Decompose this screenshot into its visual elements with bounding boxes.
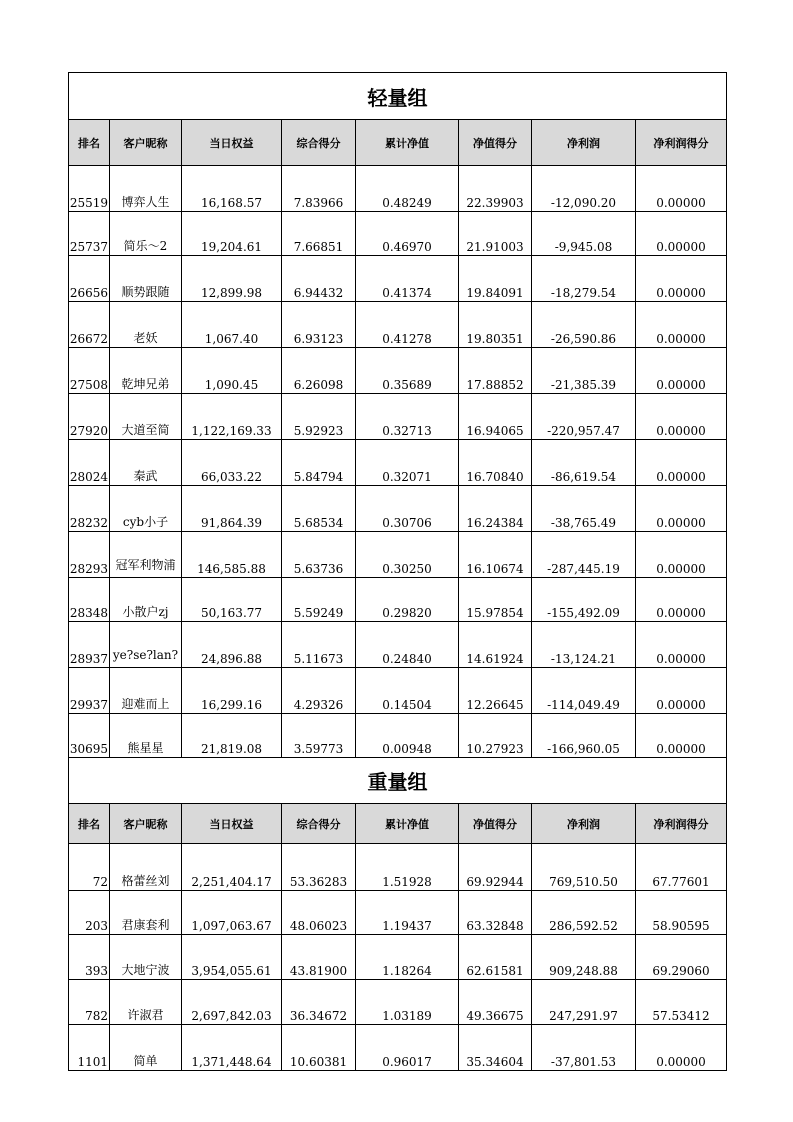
nickname-cell: 简单 [110, 1025, 182, 1071]
total-score-cell: 48.06023 [282, 891, 356, 935]
equity-cell: 1,097,063.67 [182, 891, 282, 935]
net-profit-cell: -86,619.54 [532, 440, 636, 486]
total-score-cell: 7.66851 [282, 212, 356, 256]
total-score-cell: 5.11673 [282, 622, 356, 668]
profit-score-cell: 0.00000 [636, 714, 727, 758]
group-title-row [69, 758, 727, 804]
total-score-cell: 5.63736 [282, 532, 356, 578]
profit-score-cell: 0.00000 [636, 578, 727, 622]
nickname-cell: 迎难而上 [110, 668, 182, 714]
column-header: 客户昵称 [110, 120, 182, 166]
group-title: 轻量组 [69, 73, 727, 120]
profit-score-cell: 0.00000 [636, 668, 727, 714]
group-title: 重量组 [69, 758, 727, 804]
profit-score-cell: 0.00000 [636, 486, 727, 532]
table-row [69, 891, 727, 935]
net-profit-cell: 286,592.52 [532, 891, 636, 935]
net-profit-cell: -26,590.86 [532, 302, 636, 348]
equity-cell: 3,954,055.61 [182, 935, 282, 980]
rank-cell: 782 [69, 980, 110, 1025]
equity-cell: 50,163.77 [182, 578, 282, 622]
rank-cell: 28293 [69, 532, 110, 578]
table-row [69, 348, 727, 394]
column-header: 累计净值 [356, 120, 459, 166]
nav-score-cell: 22.39903 [459, 166, 532, 212]
equity-cell: 24,896.88 [182, 622, 282, 668]
nickname-cell: 顺势跟随 [110, 256, 182, 302]
column-header: 净值得分 [459, 804, 532, 844]
profit-score-cell: 0.00000 [636, 302, 727, 348]
net-profit-cell: -155,492.09 [532, 578, 636, 622]
rank-cell: 28024 [69, 440, 110, 486]
nickname-cell: 格蕾丝刘 [110, 844, 182, 891]
rank-cell: 26656 [69, 256, 110, 302]
equity-cell: 1,371,448.64 [182, 1025, 282, 1071]
table-row [69, 578, 727, 622]
profit-score-cell: 0.00000 [636, 622, 727, 668]
nav-score-cell: 16.10674 [459, 532, 532, 578]
rank-cell: 28937 [69, 622, 110, 668]
equity-cell: 2,251,404.17 [182, 844, 282, 891]
nav-score-cell: 49.36675 [459, 980, 532, 1025]
net-profit-cell: -9,945.08 [532, 212, 636, 256]
table-row [69, 622, 727, 668]
net-profit-cell: -12,090.20 [532, 166, 636, 212]
column-header: 综合得分 [282, 804, 356, 844]
nickname-cell: 简乐～2 [110, 212, 182, 256]
equity-cell: 2,697,842.03 [182, 980, 282, 1025]
profit-score-cell: 58.90595 [636, 891, 727, 935]
column-header: 净利润得分 [636, 120, 727, 166]
equity-cell: 19,204.61 [182, 212, 282, 256]
nav-score-cell: 63.32848 [459, 891, 532, 935]
nav-score-cell: 15.97854 [459, 578, 532, 622]
nav-score-cell: 12.26645 [459, 668, 532, 714]
nav-cell: 0.41278 [356, 302, 459, 348]
column-header: 净值得分 [459, 120, 532, 166]
net-profit-cell: -38,765.49 [532, 486, 636, 532]
nav-score-cell: 19.80351 [459, 302, 532, 348]
table-row [69, 302, 727, 348]
nav-score-cell: 16.94065 [459, 394, 532, 440]
nav-cell: 0.46970 [356, 212, 459, 256]
rank-cell: 72 [69, 844, 110, 891]
nickname-cell: 许淑君 [110, 980, 182, 1025]
column-header: 当日权益 [182, 804, 282, 844]
rank-cell: 29937 [69, 668, 110, 714]
group-title-row [69, 73, 727, 120]
total-score-cell: 36.34672 [282, 980, 356, 1025]
table-row [69, 935, 727, 980]
net-profit-cell: -114,049.49 [532, 668, 636, 714]
nav-score-cell: 69.92944 [459, 844, 532, 891]
equity-cell: 16,299.16 [182, 668, 282, 714]
profit-score-cell: 0.00000 [636, 440, 727, 486]
total-score-cell: 5.68534 [282, 486, 356, 532]
total-score-cell: 6.93123 [282, 302, 356, 348]
nav-cell: 0.41374 [356, 256, 459, 302]
nav-cell: 0.30250 [356, 532, 459, 578]
nickname-cell: 乾坤兄弟 [110, 348, 182, 394]
nickname-cell: 大道至简 [110, 394, 182, 440]
nav-cell: 1.03189 [356, 980, 459, 1025]
table-row [69, 394, 727, 440]
nav-score-cell: 35.34604 [459, 1025, 532, 1071]
nav-cell: 1.18264 [356, 935, 459, 980]
nickname-cell: 老妖 [110, 302, 182, 348]
rank-cell: 27508 [69, 348, 110, 394]
total-score-cell: 5.59249 [282, 578, 356, 622]
net-profit-cell: -21,385.39 [532, 348, 636, 394]
profit-score-cell: 0.00000 [636, 212, 727, 256]
table-row [69, 212, 727, 256]
nav-cell: 0.24840 [356, 622, 459, 668]
column-header: 排名 [69, 120, 110, 166]
table-row [69, 486, 727, 532]
nav-cell: 0.00948 [356, 714, 459, 758]
net-profit-cell: -166,960.05 [532, 714, 636, 758]
table-row [69, 844, 727, 891]
profit-score-cell: 67.77601 [636, 844, 727, 891]
equity-cell: 146,585.88 [182, 532, 282, 578]
profit-score-cell: 0.00000 [636, 394, 727, 440]
nav-score-cell: 21.91003 [459, 212, 532, 256]
profit-score-cell: 0.00000 [636, 166, 727, 212]
rank-cell: 1101 [69, 1025, 110, 1071]
total-score-cell: 10.60381 [282, 1025, 356, 1071]
equity-cell: 66,033.22 [182, 440, 282, 486]
column-header: 净利润得分 [636, 804, 727, 844]
table-row [69, 166, 727, 212]
rank-cell: 203 [69, 891, 110, 935]
nickname-cell: 博弈人生 [110, 166, 182, 212]
total-score-cell: 6.26098 [282, 348, 356, 394]
ranking-table [68, 72, 727, 1071]
equity-cell: 16,168.57 [182, 166, 282, 212]
total-score-cell: 7.83966 [282, 166, 356, 212]
total-score-cell: 53.36283 [282, 844, 356, 891]
table-row [69, 980, 727, 1025]
total-score-cell: 5.92923 [282, 394, 356, 440]
nickname-cell: 冠军利物浦 [110, 532, 182, 578]
nav-cell: 0.48249 [356, 166, 459, 212]
rank-cell: 26672 [69, 302, 110, 348]
equity-cell: 12,899.98 [182, 256, 282, 302]
column-header: 客户昵称 [110, 804, 182, 844]
rank-cell: 27920 [69, 394, 110, 440]
nickname-cell: 小散户zj [110, 578, 182, 622]
table-row [69, 714, 727, 758]
equity-cell: 1,122,169.33 [182, 394, 282, 440]
profit-score-cell: 0.00000 [636, 532, 727, 578]
column-header: 当日权益 [182, 120, 282, 166]
column-header: 净利润 [532, 120, 636, 166]
nickname-cell: cyb小子 [110, 486, 182, 532]
profit-score-cell: 0.00000 [636, 256, 727, 302]
nickname-cell: 君康套利 [110, 891, 182, 935]
net-profit-cell: -287,445.19 [532, 532, 636, 578]
net-profit-cell: 247,291.97 [532, 980, 636, 1025]
nav-cell: 0.29820 [356, 578, 459, 622]
profit-score-cell: 57.53412 [636, 980, 727, 1025]
profit-score-cell: 0.00000 [636, 1025, 727, 1071]
column-header: 综合得分 [282, 120, 356, 166]
table-row [69, 440, 727, 486]
column-header: 排名 [69, 804, 110, 844]
table-row [69, 532, 727, 578]
nav-cell: 1.51928 [356, 844, 459, 891]
column-header: 净利润 [532, 804, 636, 844]
nickname-cell: 秦武 [110, 440, 182, 486]
rank-cell: 25519 [69, 166, 110, 212]
total-score-cell: 6.94432 [282, 256, 356, 302]
rank-cell: 30695 [69, 714, 110, 758]
equity-cell: 21,819.08 [182, 714, 282, 758]
nickname-cell: 熊星星 [110, 714, 182, 758]
nav-cell: 0.30706 [356, 486, 459, 532]
nav-cell: 1.19437 [356, 891, 459, 935]
equity-cell: 91,864.39 [182, 486, 282, 532]
table-row [69, 256, 727, 302]
table-row [69, 668, 727, 714]
net-profit-cell: -13,124.21 [532, 622, 636, 668]
net-profit-cell: 909,248.88 [532, 935, 636, 980]
total-score-cell: 3.59773 [282, 714, 356, 758]
nav-score-cell: 17.88852 [459, 348, 532, 394]
nickname-cell: 大地宁波 [110, 935, 182, 980]
nav-score-cell: 62.61581 [459, 935, 532, 980]
rank-cell: 393 [69, 935, 110, 980]
table-row [69, 1025, 727, 1071]
net-profit-cell: 769,510.50 [532, 844, 636, 891]
nav-score-cell: 16.24384 [459, 486, 532, 532]
equity-cell: 1,067.40 [182, 302, 282, 348]
nav-score-cell: 16.70840 [459, 440, 532, 486]
net-profit-cell: -220,957.47 [532, 394, 636, 440]
nav-cell: 0.35689 [356, 348, 459, 394]
total-score-cell: 4.29326 [282, 668, 356, 714]
rank-cell: 28348 [69, 578, 110, 622]
net-profit-cell: -18,279.54 [532, 256, 636, 302]
header-row [69, 120, 727, 166]
nav-score-cell: 10.27923 [459, 714, 532, 758]
nickname-cell: ye?se?lan? [110, 622, 182, 668]
nav-score-cell: 14.61924 [459, 622, 532, 668]
equity-cell: 1,090.45 [182, 348, 282, 394]
nav-cell: 0.96017 [356, 1025, 459, 1071]
ranking-sheet [68, 72, 726, 1071]
nav-cell: 0.32713 [356, 394, 459, 440]
net-profit-cell: -37,801.53 [532, 1025, 636, 1071]
rank-cell: 25737 [69, 212, 110, 256]
nav-cell: 0.14504 [356, 668, 459, 714]
nav-score-cell: 19.84091 [459, 256, 532, 302]
header-row [69, 804, 727, 844]
rank-cell: 28232 [69, 486, 110, 532]
nav-cell: 0.32071 [356, 440, 459, 486]
total-score-cell: 5.84794 [282, 440, 356, 486]
profit-score-cell: 69.29060 [636, 935, 727, 980]
column-header: 累计净值 [356, 804, 459, 844]
total-score-cell: 43.81900 [282, 935, 356, 980]
profit-score-cell: 0.00000 [636, 348, 727, 394]
